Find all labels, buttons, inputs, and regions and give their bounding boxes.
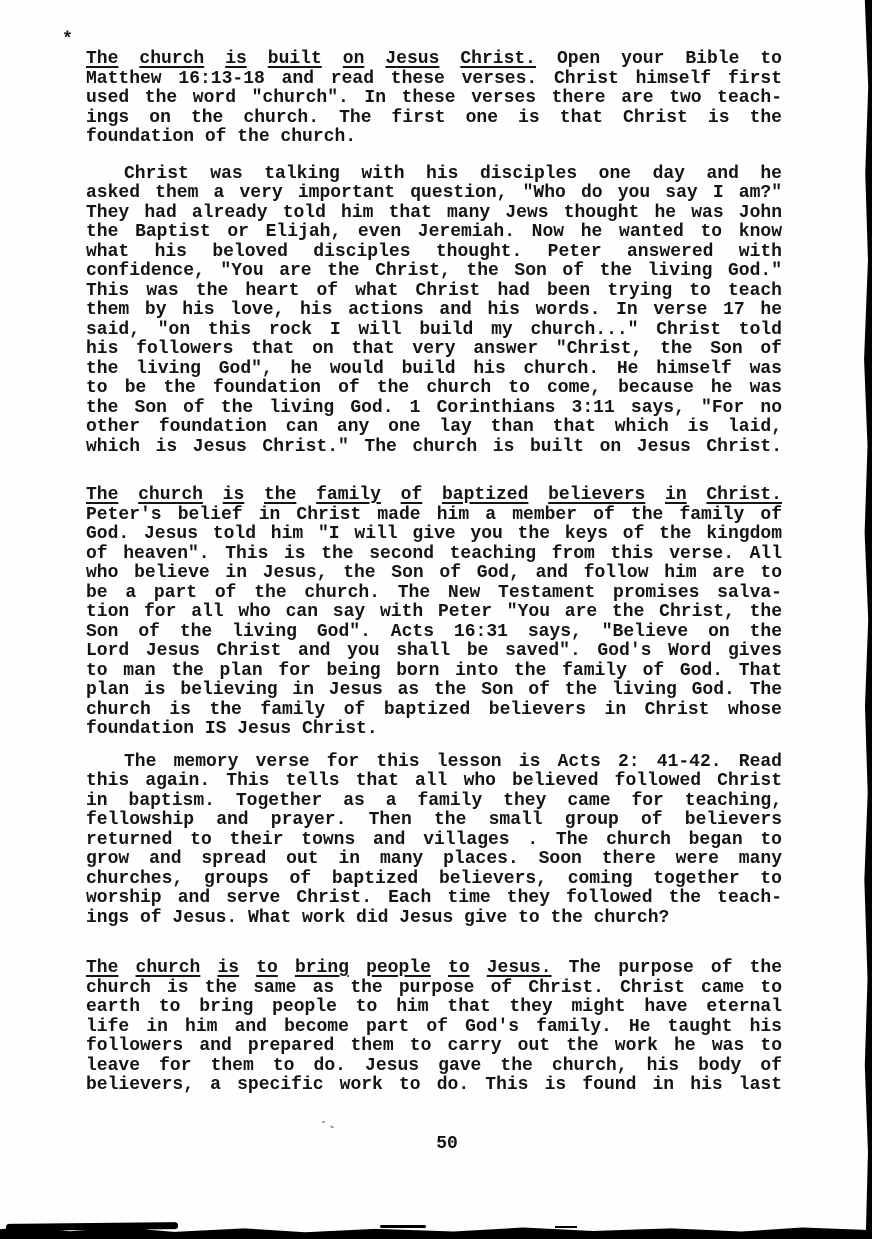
underlined-heading-word: baptized	[441, 485, 529, 505]
text-line: plan is believing in Jesus as the Son of the living God. The	[86, 680, 782, 700]
underlined-heading-word: is	[222, 485, 245, 505]
text-line: followers and prepared them to carry out the work he was to	[86, 1036, 782, 1056]
text-line: to man the plan for being born into the family of God. That	[86, 660, 782, 681]
underlined-heading-word: church	[135, 958, 201, 978]
paragraph-3	[86, 486, 782, 740]
underlined-heading-word: built	[267, 49, 322, 69]
underlined-heading-word: Jesus.	[486, 958, 552, 978]
scan-blob-artifact	[6, 1222, 178, 1231]
paragraph-4	[86, 753, 782, 929]
text-line: ings on the church. The first one is that Christ is the	[86, 107, 782, 128]
underlined-heading-word: The	[86, 485, 119, 505]
text-line: believers, a specific work to do. This is found in his last	[86, 1075, 782, 1095]
underlined-heading-word: of	[400, 485, 423, 505]
text-line: used the word "church". In these verses there are two teach-	[86, 88, 782, 108]
scan-dash-artifact	[555, 1226, 577, 1228]
text-line: of heaven". This is the second teaching from this verse. All	[86, 543, 782, 564]
scan-speck	[330, 1125, 334, 1129]
scan-asterisk-mark: *	[62, 30, 73, 50]
text-line: Matthew 16:13-18 and read these verses. Christ himself first	[86, 68, 782, 89]
text-line: in baptism. Together as a family they came for teaching,	[86, 790, 782, 811]
text-line: This was the heart of what Christ had been trying to teach	[86, 280, 782, 301]
underlined-heading-word: Christ.	[706, 485, 782, 505]
text-line: foundation of the church.	[86, 127, 357, 147]
text-line: asked them a very important question, "Who do you say I am?"	[86, 183, 782, 203]
underlined-heading-word: family	[316, 485, 381, 505]
text-line: them by his love, his actions and his words. In verse 17 he	[86, 300, 782, 320]
text-line: other foundation can any one lay than that which is laid,	[86, 417, 782, 437]
scan-dash-artifact	[380, 1225, 426, 1228]
text-line: worship and serve Christ. Each time they followed the teach-	[86, 888, 782, 908]
text-line: They had already told him that many Jews thought he was John	[86, 202, 782, 223]
underlined-heading-word: is	[217, 958, 240, 978]
underlined-heading-word: in	[665, 485, 687, 505]
text-line: church is the same as the purpose of Christ. Christ came to	[86, 977, 782, 998]
text-line: tion for all who can say with Peter "You are the Christ, the	[86, 602, 782, 622]
text-line: leave for them to do. Jesus gave the church, his body of	[86, 1055, 782, 1076]
text-line: said, "on this rock I will build my church..." Christ told	[86, 319, 782, 340]
underlined-heading-word: people	[366, 958, 431, 978]
text-line: life in him and become part of God's family. He taught his	[86, 1016, 782, 1037]
text-line: The memory verse for this lesson is Acts 2: 41-42. Read	[124, 751, 782, 772]
document-body	[86, 50, 782, 1096]
text-line: earth to bring people to him that they might have eternal	[86, 997, 782, 1017]
text-line: ings of Jesus. What work did Jesus give to the church?	[86, 907, 670, 928]
underlined-heading-word: the	[263, 485, 297, 505]
text-line: this again. This tells that all who believed followed Christ	[86, 771, 782, 791]
underlined-heading-word: Christ.	[460, 49, 536, 69]
text-line: God. Jesus told him "I will give you the keys of the kingdom	[86, 524, 782, 544]
text-line: fellowship and prayer. Then the small group of believers	[86, 810, 782, 830]
text-line: Christ was talking with his disciples one day and he	[124, 163, 782, 184]
text-line: confidence, "You are the Christ, the Son of the living God."	[86, 261, 782, 281]
underlined-heading-word: on	[342, 49, 365, 69]
underlined-heading-word: church	[139, 49, 205, 69]
scan-edge-artifact-right	[863, 0, 872, 1239]
underlined-heading-word: bring	[294, 958, 349, 978]
underlined-heading-word: is	[225, 49, 247, 69]
text-line: foundation IS Jesus Christ.	[86, 719, 378, 739]
text-line: the living God", he would build his church. He himself was	[86, 358, 782, 379]
text-line: The church is built on Jesus Christ. Open your Bible to	[86, 49, 782, 69]
text-line: his followers that on that very answer "Christ, the Son of	[86, 339, 782, 359]
text-line: Lord Jesus Christ and you shall be saved". God's Word gives	[86, 641, 782, 661]
paragraph-5	[86, 959, 782, 1096]
text-line: grow and spread out in many places. Soon there were many	[86, 849, 782, 869]
underlined-heading-word: to	[256, 958, 278, 978]
text-line: Son of the living God". Acts 16:31 says, "Believe on the	[86, 621, 782, 642]
text-line: be a part of the church. The New Testament promises salva-	[86, 582, 782, 603]
text-line: Peter's belief in Christ made him a member of the family of	[86, 504, 782, 525]
text-line: which is Jesus Christ." The church is built on Jesus Christ.	[86, 436, 782, 457]
underlined-heading-word: church	[138, 485, 203, 505]
text-line: who believe in Jesus, the Son of God, and follow him are to	[86, 563, 782, 583]
text-line	[86, 486, 782, 506]
paragraph-1	[86, 50, 782, 148]
underlined-heading-word: believers	[548, 485, 646, 505]
underlined-heading-word: The	[86, 958, 119, 978]
text-line: the Baptist or Elijah, even Jeremiah. Now he wanted to know	[86, 222, 782, 242]
text-line: churches, groups of baptized believers, coming together to	[86, 868, 782, 889]
underlined-heading-word: to	[448, 958, 470, 978]
text-line: The church is to bring people to Jesus. The purpose of the	[86, 958, 783, 978]
scan-speck	[322, 1121, 325, 1123]
paragraph-2	[86, 165, 782, 458]
text-line: the Son of the living God. 1 Corinthians 3:11 says, "For no	[86, 397, 782, 418]
page-number: 50	[436, 1134, 458, 1154]
underlined-heading-word: Jesus	[385, 49, 440, 69]
text-line: church is the family of baptized believers in Christ whose	[86, 699, 782, 720]
text-line: what his beloved disciples thought. Peter answered with	[86, 241, 782, 262]
underlined-heading-word: The	[86, 49, 119, 69]
text-line: to be the foundation of the church to come, because he was	[86, 378, 782, 398]
text-line: returned to their towns and villages . The church began to	[86, 829, 782, 850]
